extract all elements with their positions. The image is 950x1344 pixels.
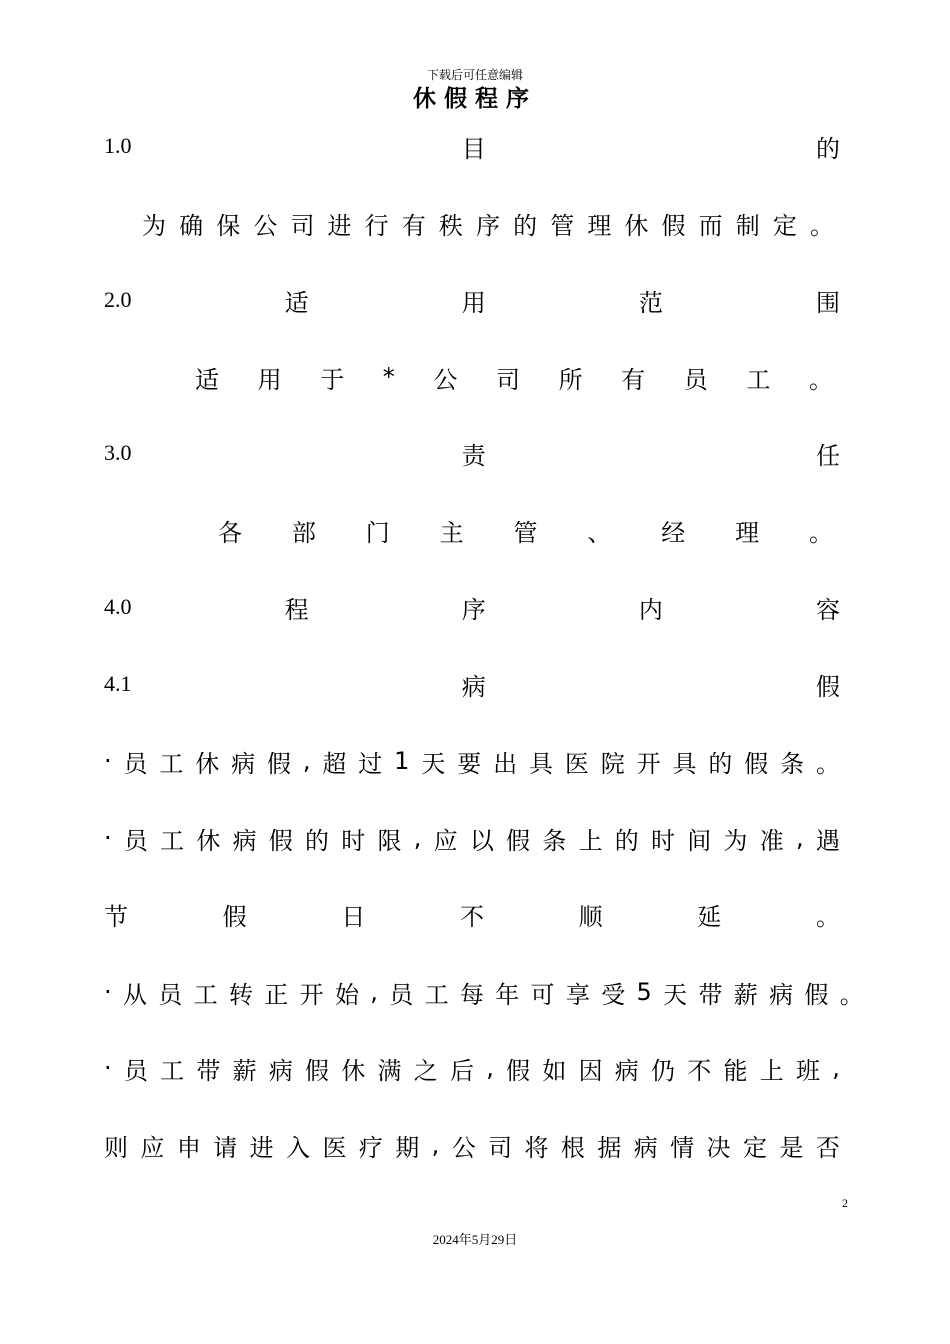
line-glyph: 病 (461, 672, 486, 701)
line-glyph: 应 (433, 826, 458, 855)
line-glyph: 工 (193, 980, 218, 1009)
line-glyph: 各 (218, 518, 242, 547)
line-glyph: 工 (424, 980, 449, 1009)
line-glyph: 假 (661, 211, 686, 240)
line-glyph: 的 (816, 134, 840, 163)
line-glyph: 而 (698, 211, 723, 240)
line-glyph: 休 (341, 1056, 366, 1085)
line-glyph: 假 (816, 672, 840, 701)
line-glyph: 范 (638, 288, 663, 317)
line-glyph: 假 (744, 749, 769, 778)
footer-date: 2024年5月29日 (432, 1232, 518, 1247)
line-glyph: 司 (495, 365, 520, 394)
line-glyph: 从 (122, 980, 147, 1009)
line-glyph: 员 (123, 1056, 148, 1085)
line-glyph: 员 (123, 826, 148, 855)
line-glyph: 的 (305, 826, 330, 855)
line-glyph: 不 (687, 1056, 712, 1085)
page-number: 2 (842, 1196, 848, 1210)
line-glyph: 根 (560, 1133, 585, 1162)
line-glyph: 病 (614, 1056, 639, 1085)
line-glyph: 决 (706, 1133, 731, 1162)
line-glyph: 假 (267, 749, 292, 778)
line-glyph: 工 (160, 826, 185, 855)
line-glyph: 4.1 (104, 671, 132, 696)
line-glyph: 责 (461, 441, 486, 470)
line-glyph: 入 (286, 1133, 311, 1162)
paragraph-sick-leave-period-line1 (104, 821, 840, 855)
line-glyph: , (413, 824, 422, 852)
line-glyph: 进 (249, 1133, 274, 1162)
line-glyph: 薪 (232, 1056, 257, 1085)
line-glyph: 天 (663, 980, 688, 1009)
line-glyph: 1.0 (104, 133, 132, 158)
line-glyph: 年 (495, 980, 520, 1009)
paragraph-sick-leave-period-line2 (104, 897, 840, 931)
line-glyph: 公 (253, 211, 278, 240)
line-glyph: 不 (459, 902, 484, 931)
line-glyph: 病 (769, 980, 794, 1009)
line-glyph: , (795, 824, 804, 852)
line-glyph: 工 (159, 749, 184, 778)
line-glyph: 病 (633, 1133, 658, 1162)
line-glyph: 保 (216, 211, 241, 240)
line-glyph: 休 (624, 211, 649, 240)
line-glyph: 则 (104, 1133, 128, 1162)
line-glyph: 秩 (438, 211, 463, 240)
line-glyph: 管 (513, 518, 538, 547)
line-glyph: 的 (614, 826, 639, 855)
line-glyph: 病 (232, 826, 257, 855)
line-glyph: 。 (809, 518, 833, 547)
line-glyph: 开 (299, 980, 324, 1009)
line-glyph: 带 (196, 1056, 221, 1085)
section-1-body (142, 206, 834, 240)
line-glyph: 医 (564, 749, 589, 778)
line-glyph: 任 (816, 441, 840, 470)
section-1-heading (104, 129, 840, 163)
line-glyph: 假 (804, 980, 829, 1009)
line-glyph: · (104, 1054, 112, 1082)
line-glyph: 为 (723, 826, 748, 855)
paragraph-paid-sick-leave (104, 975, 864, 1009)
line-glyph: 公 (451, 1133, 476, 1162)
line-glyph: 如 (542, 1056, 567, 1085)
line-glyph: 内 (638, 595, 663, 624)
line-glyph: 要 (457, 749, 482, 778)
line-glyph: 司 (488, 1133, 513, 1162)
line-glyph: 带 (698, 980, 723, 1009)
line-glyph: 假 (268, 826, 293, 855)
line-glyph: 的 (708, 749, 733, 778)
line-glyph: 进 (327, 211, 352, 240)
section-4-1-heading (104, 667, 840, 701)
line-glyph: 超 (322, 749, 347, 778)
line-glyph: 假 (506, 826, 531, 855)
line-glyph: 行 (364, 211, 389, 240)
line-glyph: 工 (160, 1056, 185, 1085)
line-glyph: 员 (389, 980, 414, 1009)
line-glyph: 围 (816, 288, 840, 317)
line-glyph: 能 (723, 1056, 748, 1085)
line-glyph: 受 (601, 980, 626, 1009)
line-glyph: 开 (636, 749, 661, 778)
line-glyph: 适 (284, 288, 309, 317)
line-glyph: 序 (475, 211, 500, 240)
line-glyph: 员 (683, 365, 708, 394)
line-glyph: 情 (670, 1133, 695, 1162)
line-glyph: 假 (305, 1056, 330, 1085)
line-glyph: 员 (158, 980, 183, 1009)
line-glyph: 日 (341, 902, 366, 931)
line-glyph: 用 (257, 365, 282, 394)
line-glyph: 目 (461, 134, 486, 163)
line-glyph: 容 (816, 595, 840, 624)
line-glyph: 3.0 (104, 440, 132, 465)
line-glyph: 可 (530, 980, 555, 1009)
line-glyph: 期 (395, 1133, 420, 1162)
line-glyph: 有 (401, 211, 426, 240)
line-glyph: 序 (461, 595, 486, 624)
line-glyph: 为 (142, 211, 166, 240)
line-glyph: 准 (759, 826, 784, 855)
line-glyph: 适 (195, 365, 219, 394)
line-glyph: 时 (341, 826, 366, 855)
line-glyph: 请 (213, 1133, 238, 1162)
section-3-heading (104, 436, 840, 470)
line-glyph: 司 (290, 211, 315, 240)
line-glyph: 具 (672, 749, 697, 778)
line-glyph: 。 (809, 211, 834, 240)
line-glyph: · (104, 978, 112, 1006)
line-glyph: 限 (377, 826, 402, 855)
line-glyph: 。 (839, 980, 864, 1009)
line-glyph: 部 (291, 518, 316, 547)
line-glyph: * (382, 363, 395, 391)
line-glyph: 时 (651, 826, 676, 855)
line-glyph: 之 (413, 1056, 438, 1085)
line-glyph: 满 (377, 1056, 402, 1085)
line-glyph: 定 (742, 1133, 767, 1162)
section-4-heading (104, 590, 840, 624)
paragraph-after-paid-leave-line1 (104, 1051, 840, 1085)
line-glyph: 天 (421, 749, 446, 778)
line-glyph: 条 (542, 826, 567, 855)
line-glyph: 用 (461, 288, 486, 317)
line-glyph: 延 (697, 902, 722, 931)
line-glyph: 条 (780, 749, 805, 778)
line-glyph: 出 (493, 749, 518, 778)
line-glyph: 程 (284, 595, 309, 624)
line-glyph: 具 (528, 749, 553, 778)
line-glyph: 节 (104, 902, 128, 931)
line-glyph: 正 (264, 980, 289, 1009)
line-glyph: , (486, 1054, 494, 1082)
line-glyph: 制 (735, 211, 760, 240)
section-3-body (218, 513, 833, 547)
line-glyph: 疗 (358, 1133, 383, 1162)
line-glyph: 将 (524, 1133, 549, 1162)
paragraph-after-paid-leave-line2 (104, 1128, 840, 1162)
line-glyph: 遇 (815, 826, 840, 855)
line-glyph: , (302, 747, 311, 775)
line-glyph: 于 (320, 365, 345, 394)
line-glyph: 的 (513, 211, 538, 240)
line-glyph: 申 (176, 1133, 201, 1162)
line-glyph: 上 (759, 1056, 784, 1085)
line-glyph: 确 (179, 211, 204, 240)
line-glyph: 4.0 (104, 594, 132, 619)
section-2-heading (104, 283, 840, 317)
line-glyph: 管 (550, 211, 575, 240)
line-glyph: · (104, 824, 112, 852)
line-glyph: 每 (459, 980, 484, 1009)
line-glyph: 、 (587, 518, 612, 547)
line-glyph: 否 (815, 1133, 840, 1162)
section-2-body (195, 360, 833, 394)
line-glyph: 假 (506, 1056, 531, 1085)
line-glyph: 2.0 (104, 287, 132, 312)
line-glyph: 理 (735, 518, 760, 547)
line-glyph: 休 (196, 826, 221, 855)
line-glyph: 过 (358, 749, 383, 778)
line-glyph: , (431, 1131, 440, 1159)
line-glyph: 有 (621, 365, 646, 394)
line-glyph: 后 (449, 1056, 474, 1085)
line-glyph: 病 (231, 749, 256, 778)
line-glyph: 薪 (733, 980, 758, 1009)
line-glyph: 。 (808, 365, 833, 394)
line-glyph: 因 (578, 1056, 603, 1085)
line-glyph: 。 (815, 749, 840, 778)
line-glyph: 工 (746, 365, 771, 394)
line-glyph: 院 (600, 749, 625, 778)
line-glyph: 员 (123, 749, 148, 778)
line-glyph: 理 (587, 211, 612, 240)
line-glyph: , (832, 1054, 840, 1082)
line-glyph: 享 (565, 980, 590, 1009)
line-glyph: 据 (597, 1133, 622, 1162)
line-glyph: 门 (365, 518, 390, 547)
paragraph-sick-leave-note (104, 744, 840, 778)
line-glyph: 。 (815, 902, 840, 931)
line-glyph: 间 (687, 826, 712, 855)
line-glyph: 以 (469, 826, 494, 855)
line-glyph: 班 (795, 1056, 820, 1085)
line-glyph: 医 (322, 1133, 347, 1162)
line-glyph: 定 (772, 211, 797, 240)
line-glyph: 经 (661, 518, 686, 547)
line-glyph: 仍 (651, 1056, 676, 1085)
line-glyph: 始 (334, 980, 359, 1009)
line-glyph: 1 (394, 747, 410, 775)
line-glyph: 病 (268, 1056, 293, 1085)
line-glyph: 是 (779, 1133, 804, 1162)
line-glyph: 休 (195, 749, 220, 778)
header-note: 下载后可任意编辑 (426, 68, 523, 82)
line-glyph: 应 (140, 1133, 165, 1162)
line-glyph: 转 (228, 980, 253, 1009)
line-glyph: 上 (578, 826, 603, 855)
line-glyph: 顺 (578, 902, 603, 931)
line-glyph: 所 (558, 365, 583, 394)
line-glyph: 假 (222, 902, 247, 931)
line-glyph: , (370, 978, 378, 1006)
line-glyph: 主 (439, 518, 464, 547)
document-title: 休假程序 (413, 86, 537, 112)
line-glyph: 5 (636, 978, 652, 1006)
line-glyph: · (104, 747, 112, 775)
line-glyph: 公 (433, 365, 458, 394)
